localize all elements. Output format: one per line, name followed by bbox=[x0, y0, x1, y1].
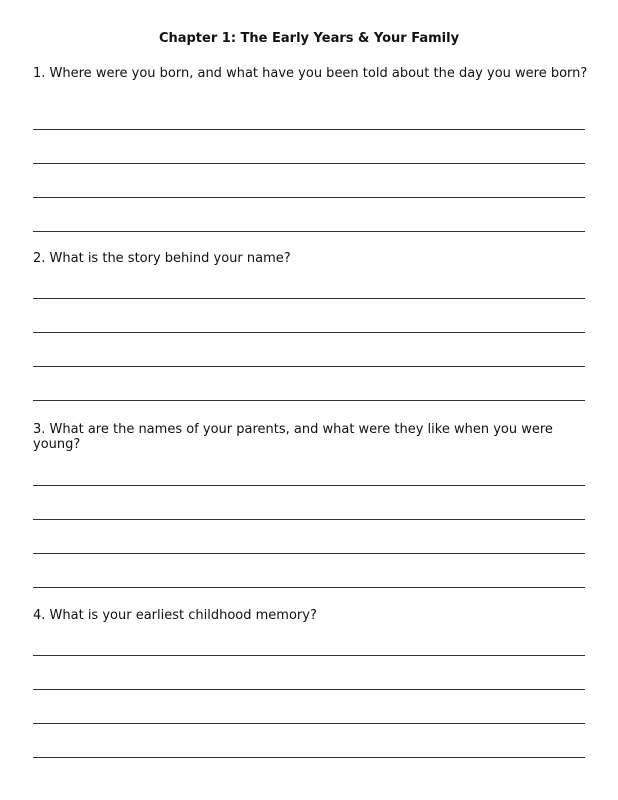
answer-line-4-3[interactable] bbox=[33, 723, 585, 724]
answer-line-1-2[interactable] bbox=[33, 163, 585, 164]
answer-line-2-1[interactable] bbox=[33, 298, 585, 299]
answer-line-4-1[interactable] bbox=[33, 655, 585, 656]
answer-line-1-1[interactable] bbox=[33, 129, 585, 130]
question-2: 2. What is the story behind your name? bbox=[33, 251, 291, 266]
answer-line-3-2[interactable] bbox=[33, 519, 585, 520]
answer-line-3-4[interactable] bbox=[33, 587, 585, 588]
question-1: 1. Where were you born, and what have you been told about the day you were born? bbox=[33, 66, 588, 81]
answer-line-4-4[interactable] bbox=[33, 757, 585, 758]
question-4: 4. What is your earliest childhood memory? bbox=[33, 608, 317, 623]
answer-line-2-4[interactable] bbox=[33, 400, 585, 401]
answer-line-1-3[interactable] bbox=[33, 197, 585, 198]
answer-line-2-3[interactable] bbox=[33, 366, 585, 367]
answer-line-1-4[interactable] bbox=[33, 231, 585, 232]
answer-line-3-1[interactable] bbox=[33, 485, 585, 486]
question-3: 3. What are the names of your parents, and what were they like when you were young? bbox=[33, 422, 553, 452]
page-title: Chapter 1: The Early Years & Your Family bbox=[158, 31, 460, 46]
answer-line-4-2[interactable] bbox=[33, 689, 585, 690]
answer-line-2-2[interactable] bbox=[33, 332, 585, 333]
answer-line-3-3[interactable] bbox=[33, 553, 585, 554]
